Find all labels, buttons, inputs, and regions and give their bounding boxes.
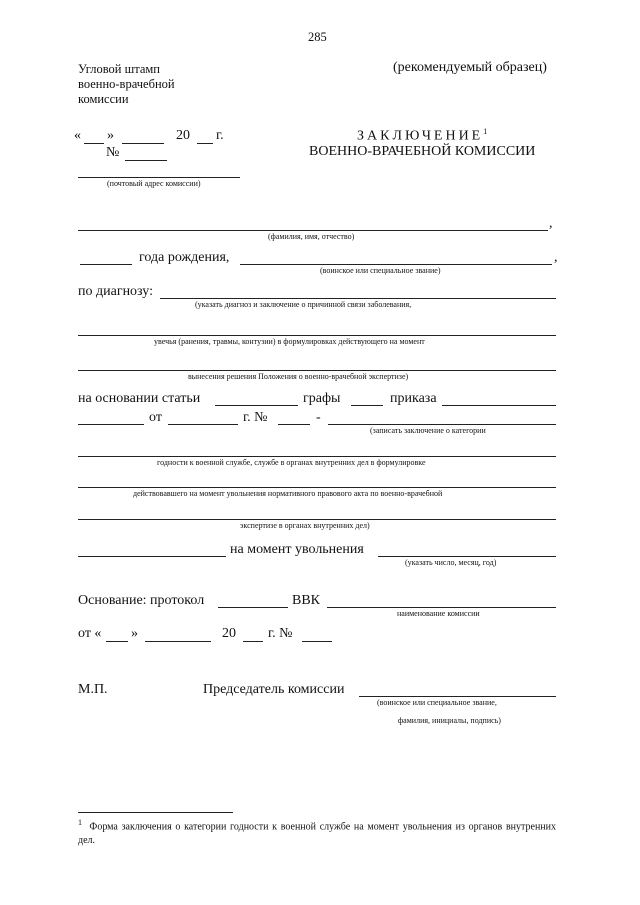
year-line xyxy=(197,143,213,144)
dismissal-label: на момент увольнения xyxy=(230,542,364,557)
dismissal-category-line xyxy=(78,556,226,557)
protocol-g-number-label: г. № xyxy=(268,626,293,641)
basis-label: на основании статьи xyxy=(78,391,201,406)
diagnosis-line-2 xyxy=(78,335,556,336)
category-line-3 xyxy=(78,487,556,488)
number-line xyxy=(125,160,167,161)
order-number-line xyxy=(278,424,310,425)
address-caption: (почтовый адрес комиссии) xyxy=(107,179,201,188)
signature-caption-2: фамилия, инициалы, подпись) xyxy=(398,716,501,725)
protocol-from-label: от « xyxy=(78,626,102,641)
protocol-number2-line xyxy=(302,641,332,642)
year-prefix: 20 xyxy=(176,128,190,143)
category-caption-4: экспертизе в органах внутренних дел) xyxy=(240,521,370,530)
category-line-4 xyxy=(78,519,556,520)
article-line xyxy=(215,405,298,406)
dismissal-date-caption: (указать число, месяц, год) xyxy=(405,558,497,567)
stamp-line-1: Угловой штамп xyxy=(78,62,161,76)
category-caption-1: (записать заключение о категории xyxy=(370,426,486,435)
birth-year-label: года рождения, xyxy=(139,250,230,265)
category-line-2 xyxy=(78,456,556,457)
footnote-text: Форма заключения о категории годности к военной службе на момент увольнения из органов внутренних дел. xyxy=(78,821,557,847)
from-label: от xyxy=(149,410,162,425)
rank-comma: , xyxy=(554,250,558,265)
protocol-label: Основание: протокол xyxy=(78,593,205,608)
category-caption-2: годности к военной службе, службе в органах внутренних дел в формулировке xyxy=(157,458,426,467)
sample-note: (рекомендуемый образец) xyxy=(393,60,547,75)
footnote-separator xyxy=(78,812,233,813)
year-suffix: г. xyxy=(216,128,224,143)
diagnosis-line-3 xyxy=(78,370,556,371)
graph-label: графы xyxy=(303,391,341,406)
protocol-close-quote: » xyxy=(131,626,138,641)
fio-comma: , xyxy=(549,216,553,231)
footnote-marker: 1 xyxy=(78,818,82,827)
protocol-year-line xyxy=(243,641,263,642)
stamp-line-2: военно-врачебной xyxy=(78,77,175,91)
protocol-number-line xyxy=(218,607,288,608)
g-number-label: г. № xyxy=(243,410,268,425)
date-month-line xyxy=(122,143,164,144)
diagnosis-caption-3: вынесения решения Положения о военно-врачебной экспертизе) xyxy=(188,372,409,381)
order-line xyxy=(442,405,556,406)
footnote xyxy=(78,816,556,848)
stamp-place: М.П. xyxy=(78,682,108,697)
dismissal-date-line xyxy=(378,556,556,557)
order-date-line-1 xyxy=(78,424,144,425)
vvk-label: ВВК xyxy=(292,593,321,608)
signature-caption-1: (воинское или специальное звание, xyxy=(377,698,497,707)
document-subtitle: ВОЕННО-ВРАЧЕБНОЙ КОМИССИИ xyxy=(309,144,536,159)
diagnosis-line-1 xyxy=(160,298,556,299)
address-line xyxy=(78,177,240,178)
chairman-signature-line xyxy=(359,696,556,697)
commission-caption: наименование комиссии xyxy=(397,609,480,618)
date-day-line xyxy=(84,143,104,144)
order-date-line-2 xyxy=(168,424,238,425)
diagnosis-label: по диагнозу: xyxy=(78,284,153,299)
order-label: приказа xyxy=(390,391,437,406)
chairman-label: Председатель комиссии xyxy=(203,682,345,697)
fio-caption: (фамилия, имя, отчество) xyxy=(268,232,355,241)
page-number: 285 xyxy=(308,30,327,44)
commission-name-line xyxy=(327,607,556,608)
protocol-year-prefix: 20 xyxy=(222,626,236,641)
rank-line xyxy=(240,264,552,265)
category-line-1 xyxy=(328,424,556,425)
protocol-month-line xyxy=(145,641,211,642)
number-sign: № xyxy=(106,145,120,160)
category-caption-3: действовавшего на момент увольнения нормативного правового акта по военно-врачебной xyxy=(133,489,443,498)
diagnosis-caption-2: увечья (ранения, травмы, контузии) в формулировках действующего на момент xyxy=(154,337,425,346)
stamp-line-3: комиссии xyxy=(78,92,129,106)
birth-year-line xyxy=(80,264,132,265)
document-title: ЗАКЛЮЧЕНИЕ$^1$ xyxy=(357,127,491,144)
diagnosis-caption-1: (указать диагноз и заключение о причинной связи заболевания, xyxy=(195,300,412,309)
fio-line xyxy=(78,230,548,231)
rank-caption: (воинское или специальное звание) xyxy=(320,266,441,275)
date-open-quote: « xyxy=(74,128,81,143)
dash: - xyxy=(316,410,321,425)
graph-line xyxy=(351,405,383,406)
protocol-day-line xyxy=(106,641,128,642)
date-close-quote: » xyxy=(107,128,114,143)
title-footnote-marker: 1 xyxy=(483,127,491,136)
